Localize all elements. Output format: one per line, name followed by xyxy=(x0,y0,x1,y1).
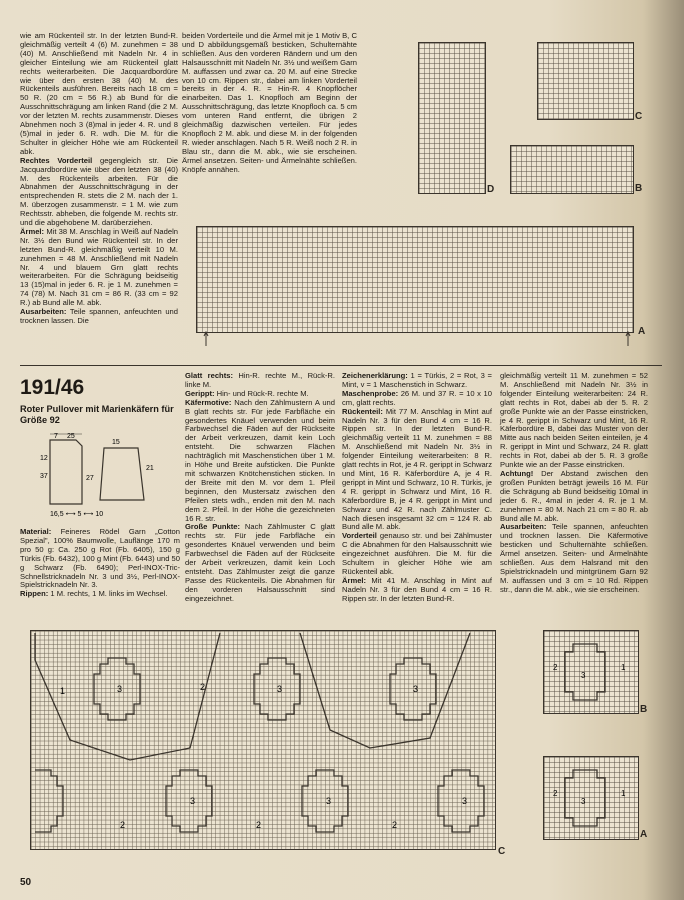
paragraph xyxy=(20,528,180,590)
color-number: 3 xyxy=(326,796,332,806)
dot-motif xyxy=(166,770,212,832)
chart-label-b-right: B xyxy=(640,704,648,715)
heading: Ärmel: xyxy=(342,575,367,585)
paragraph-text: Der Abstand zwischen den großen Punkten beträgt jeweils 16 M. Für die Schrägung ab Bund beidseitig 10mal in jeder 6. R., 4mal in jeder 4. R. je 1 M. zunehmen = 80 M. Nach 21 cm = 80 R. ab Bund alle M. abk. xyxy=(500,468,648,523)
dot-motif xyxy=(302,770,348,832)
color-number: 2 xyxy=(120,820,126,830)
chart-label-a: A xyxy=(638,326,646,337)
dot-motif xyxy=(438,770,484,832)
instructions-column-4 xyxy=(500,372,648,595)
pattern-number: 191/46 xyxy=(20,376,85,399)
chart-c-small-grid xyxy=(537,42,634,120)
dim-bottom-label: 16,5 ⟷ 5 ⟷ 10 xyxy=(50,511,104,518)
paragraph xyxy=(342,390,492,408)
chart-b-small-grid xyxy=(510,145,634,194)
paragraph-text: Nach den Zählmustern A und B glatt rechts str. Für jede Farbfläche ein gesondertes Knäuel verwenden und beim Farbwechsel die Fäden auf der Rückseite der Arbeit verkreuzen, damit kein Loch entsteht. Die schwarzen Flächen nachträglich mit Maschenstichen über 1 M. in Höhe und Breite aufsticken. Die Punkte mit schwarzen Knötchenstichen sticken. In der Breite mit den M. vor dem 1. Pfeil beginnen, den Mustersatz zwischen den Pfeilen stets wdh., enden mit den M. nach dem 2. Pfeil. In der Höhe die gezeichneten 16 R. str. xyxy=(185,397,335,523)
color-number: 1 xyxy=(621,663,626,672)
color-number: 3 xyxy=(190,796,196,806)
paragraph xyxy=(185,372,335,390)
paragraph xyxy=(342,577,492,604)
paragraph xyxy=(185,399,335,524)
paragraph xyxy=(20,157,178,228)
dim-label: 25 xyxy=(67,433,75,440)
heading-ausarbeiten: Ausarbeiten: xyxy=(20,307,67,317)
page-number: 50 xyxy=(20,877,32,888)
paragraph-text: Hin- und Rück-R. rechte M. xyxy=(214,388,309,398)
color-number: 3 xyxy=(581,671,586,680)
heading: Gerippt: xyxy=(185,388,215,398)
paragraph-text: genauso str. und bei Zählmuster C die Abnahmen für den Halsausschnitt wie eingezeichnet ausführen. Die M. für die Schultern in gleicher Höhe wie am Rückenteil abk. xyxy=(342,531,492,576)
chart-a-arrows xyxy=(196,330,636,352)
color-number: 2 xyxy=(200,682,206,692)
heading: Achtung! xyxy=(500,468,534,478)
paragraph-text: gegengleich str. Die Jacquardbordüre wie über den letzten 38 (40) M. des Rückenteils arbeiten. Für die Abnahmen der Ausschnittschrägung in der entsprechenden R. stets die 2 M. nach der 1. M. überzogen zusammenstr. = 1 M. wie zum Rechtsstr. abheben, die folgende M. rechts str. und die abgehobene M. darüberziehen. xyxy=(20,155,178,228)
heading: Ausarbeiten: xyxy=(500,522,547,532)
dim-label: 27 xyxy=(86,475,94,482)
heading: Rückenteil: xyxy=(342,406,383,416)
paragraph-text: Nach Zählmuster C glatt rechts str. Für jede Farbfläche ein gesondertes Knäuel verwenden und beim Farbwechsel die Fäden auf der Rückseite der Arbeit verkreuzen, damit kein Loch entsteht. Das Zählmuster zeigt die ganze Passe des Rückenteils. Die Abnahmen für den vorderen Halsausschnitt sind eingezeichnet. xyxy=(185,522,335,603)
paragraph xyxy=(342,532,492,577)
pattern-title: Roter Pullover mit Marienkäfern für Größe 92 xyxy=(20,404,174,425)
chart-label-c-large: C xyxy=(498,846,506,857)
dim-label: 12 xyxy=(40,455,48,462)
color-number: 2 xyxy=(553,663,558,672)
chart-a-right-motif xyxy=(543,756,639,840)
heading: Zeichenerklärung: xyxy=(342,371,408,380)
paragraph-text: Teile spannen, anfeuchten und trocknen lassen. Die xyxy=(20,307,178,325)
paragraph xyxy=(342,372,492,390)
chart-d-grid xyxy=(418,42,486,194)
paragraph-text: gleichmäßig verteilt 11 M. zunehmen = 52 M. Anschließend mit Nadeln Nr. 3½ in folgender Einteilung weiterarbeiten: 24 R. glatt rechts in Rot, dabei ab der 5. R. 2 große Punkte wie an der Passe einstricken, je 4 R. gerippt in Schwarz und Mint, 16 R. Käferbordüre B, dabei das Muster von der Mitte aus nach beiden Seiten einteilen, je 4 R. gerippt in Mint und Schwarz, 24 R. glatt rechts in Rot, dabei ab der 5. R. 3 große Punkte wie an der Passe einstricken. xyxy=(500,371,648,470)
neckline-outline xyxy=(300,633,470,748)
chart-label-c: C xyxy=(635,111,643,122)
paragraph xyxy=(185,523,335,603)
color-number: 1 xyxy=(60,686,66,696)
paragraph-text: 26 M. und 37 R. = 10 x 10 cm, glatt rechts. xyxy=(342,388,492,407)
dim-label: 37 xyxy=(40,473,48,480)
top-text-column-2 xyxy=(182,32,357,175)
paragraph xyxy=(342,408,492,533)
heading: Glatt rechts: xyxy=(185,371,233,380)
heading: Maschenprobe: xyxy=(342,388,399,398)
heading: Käfermotive: xyxy=(185,397,232,407)
paragraph: beiden Vorderteile und die Ärmel mit je 1 Motiv B, C und D abbildungsgemäß besticken, Schulternähte schließen. Aus den vorderen Rändern und um den Halsausschnitt mit Nadeln Nr. 3½ und weißem Garn M. auffassen und zwar ca. 20 M. auf eine Strecke von 10 cm. Rippen str., dabei am linken Vorderteil bereits in der 4. R. = Hin-R. 4 Knopflöcher einarbeiten. Das 1. Knopfloch am Beginn der Ausschnittschrägung, das letzte Knopfloch ca. 5 cm vom unteren Rand entfernt, die übrigen 2 gleichmäßig dazwischen verteilen. Für jedes Knopfloch 2 M. abk. und diese M. in der folgenden R. wieder anschlagen. Nach 5 R. Weiß noch 2 R. in Blau str., dann die M. abk., wie sie erscheinen. Ärmel ansetzen. Seiten- und Ärmelnähte schließen. Knöpfe annähen. xyxy=(182,31,357,174)
paragraph: wie am Rückenteil str. In der letzten Bund-R. gleichmäßig verteilt 4 (6) M. zunehmen = 38 (40) M. Anschließend mit Nadeln Nr. 4 in gleicher Einteilung wie am Rückenteil glatt rechts weiterarbeiten. Die Jacquardbordüre wie über den ersten 38 (40) M. des Rückenteils ausführen. Bereits nach 18 cm = 50 R. (20 cm = 56 R.) ab Bund für die Ausschnittschrägung am linken Rand (die 2 M. vor der letzten M. rechts zusammenstr. Dieses Abnehmen noch 3 (8)mal in jeder 4. R. und 8 (5)mal in jeder 6. R. wdh. Die M. für die Schulter in gleicher Höhe wie am Rückenteil abk. xyxy=(20,31,178,156)
dim-label: 7 xyxy=(54,433,58,440)
paragraph xyxy=(500,523,648,594)
section-divider xyxy=(20,365,662,366)
color-number: 3 xyxy=(117,684,123,694)
dot-motif xyxy=(35,770,63,832)
paragraph-text: Teile spannen, anfeuchten und trocknen lassen. Die Käfermotive besticken und Schulternähte schließen. Ärmel ansetzen. Seiten- und Ärmelnähte schließen. Aus dem Halsrand mit den Spielstricknadeln und mintgrünem Garn 92 M. auffassen und 3 cm = 10 Rd. Rippen str., dann die M. abk., wie sie erscheinen. xyxy=(500,522,648,594)
instructions-column-3 xyxy=(342,372,492,604)
garment-schematic xyxy=(20,430,180,520)
paragraph-text: Hin-R. rechte M., Rück-R. linke M. xyxy=(185,371,336,389)
paragraph xyxy=(500,470,648,523)
heading-rippen: Rippen: xyxy=(20,589,49,599)
color-number: 3 xyxy=(581,797,586,806)
color-number: 2 xyxy=(553,789,558,798)
top-text-column-1 xyxy=(20,32,178,326)
color-number: 3 xyxy=(462,796,468,806)
material-column xyxy=(20,528,180,599)
dim-label: 21 xyxy=(146,465,154,472)
neckline-outline xyxy=(35,633,220,760)
chart-label-d: D xyxy=(487,184,495,195)
paragraph-text: 1 = Türkis, 2 = Rot, 3 = Mint, v = 1 Maschenstich in Schwarz. xyxy=(342,371,492,389)
paragraph xyxy=(20,308,178,326)
chart-label-b: B xyxy=(635,183,643,194)
paragraph-text: Mit 41 M. Anschlag in Mint auf Nadeln Nr. 3 für den Bund 4 cm = 16 R. Rippen str. In der letzten Bund-R. xyxy=(342,575,492,603)
paragraph xyxy=(500,372,648,470)
color-number: 3 xyxy=(413,684,419,694)
chart-b-right-motif xyxy=(543,630,639,714)
chart-a-grid xyxy=(196,226,634,333)
heading: Große Punkte: xyxy=(185,522,241,532)
paragraph-text: Mit 77 M. Anschlag in Mint auf Nadeln Nr. 3 für den Bund 4 cm = 16 R. Rippen str. In der letzten Bund-R. gleichmäßig verteilt 11 M. zunehmen = 88 M. Anschließend mit Nadeln Nr. 3½ in folgender Einteilung weiterarbeiten: 8 R. glatt rechts in Rot, je 4 R. gerippt in Schwarz und Mint, 16 R. Käferbordüre A, je 4 R. gerippt in Mint und Schwarz, 10 R. Türkis, je 4 R. gerippt in Schwarz und Mint, 16 R. Käferbordüre B, je 4 R. gerippt in Mint und Schwarz und 42 R. nach Zählmuster C. Nach diesen insgesamt 32 cm = 124 R. ab Bund alle M. abk. xyxy=(342,406,492,532)
chart-c-motifs xyxy=(30,630,496,850)
instructions-column-2 xyxy=(185,372,335,604)
color-number: 1 xyxy=(621,789,626,798)
heading-rechtes-vorderteil: Rechtes Vorderteil xyxy=(20,155,93,165)
heading-aermel: Ärmel: xyxy=(20,226,45,236)
heading-material: Material: xyxy=(20,527,52,536)
dim-label: 15 xyxy=(112,439,120,446)
paragraph-text: 1 M. rechts, 1 M. links im Wechsel. xyxy=(48,589,168,599)
color-number: 2 xyxy=(256,820,262,830)
paragraph xyxy=(20,228,178,308)
paragraph xyxy=(20,590,180,599)
color-number: 3 xyxy=(277,684,283,694)
color-number: 2 xyxy=(392,820,398,830)
paragraph-text: Feineres Rödel Garn „Cotton Spezial", 100% Baumwolle, Lauflänge 170 m pro 50 g: Ca. 250 g Rot (Fb. 6405), 150 g Türkis (Fb. 6432), 100 g Mint (Fb. 6443) und 50 g Schwarz (Fb. 6490); Perl-INOX-Tric-Schnellstricknadeln Nr. 3 und 3½, Perl-INOX-Spielstricknadeln Nr. 3. xyxy=(20,527,180,590)
paragraph-text: Mit 38 M. Anschlag in Weiß auf Nadeln Nr. 3½ den Bund wie Rückenteil str. In der letzten Bund-R. gleichmäßig verteilt 10 M. zunehmen = 48 M. Anschließend mit Nadeln Nr. 4 und blauem Grn glatt rechts weiterarbeiten. Für die Schrägung beidseitig 13 (15)mal in jeder 6. R. je 1 M. zunehmen = 74 (78) M. Nach 31 cm = 86 R. (33 cm = 92 R.) ab Bund alle M. abk. xyxy=(20,226,178,308)
heading: Vorderteil xyxy=(342,531,377,541)
chart-label-a-right: A xyxy=(640,829,648,840)
